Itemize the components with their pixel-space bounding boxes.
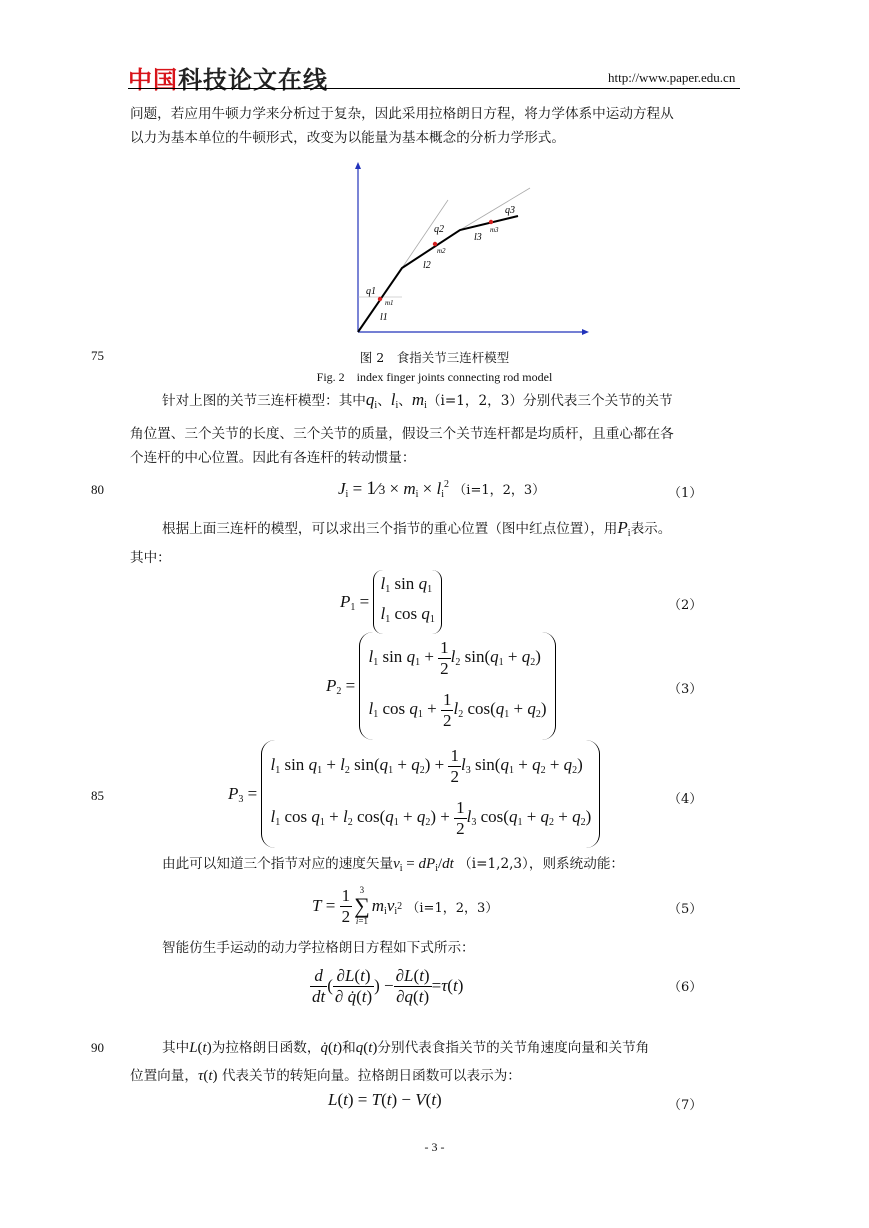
paragraph-line: 位置向量，τ(t) 代表关节的转矩向量。拉格朗日函数可以表示为：: [130, 1068, 521, 1084]
label-l1: l1: [380, 312, 388, 323]
text-segment: 位置向量，: [130, 1068, 198, 1084]
text-segment: 为拉格朗日函数，: [211, 1040, 321, 1056]
label-m3: m3: [490, 226, 499, 234]
equation-number: （7）: [668, 1098, 703, 1113]
paragraph-line: 以力为基本单位的牛顿形式，改变为以能量为基本概念的分析力学形式。: [130, 130, 565, 146]
equation-condition: （i=1，2，3）: [406, 900, 499, 916]
text-segment: 其中: [162, 1040, 190, 1056]
equation-3: $P_2$ = $l_1$ $\sin q_1$ + $\frac{1}{2}$ $l_2$ $\sin(q_1 + q_2)$ $l_1$ $\cos q_1$ + $\frac{1}{2}$ $l_2$ $\cos(q_1 + q_2)$: [326, 638, 556, 734]
mass-point-m1: [378, 297, 382, 301]
header-rule: [128, 88, 740, 89]
y-axis-arrow: [355, 162, 361, 169]
line-number: 85: [91, 788, 104, 803]
equation-number: （4）: [668, 792, 703, 807]
equation-number: （6）: [668, 980, 703, 995]
text-segment: （i=1，2，3）分别代表三个关节的关节: [426, 393, 673, 409]
label-q1: q1: [366, 286, 376, 297]
label-l2: l2: [423, 260, 431, 271]
text-segment: 分别代表食指关节的关节角速度向量和关节角: [377, 1040, 650, 1056]
equation-number: （2）: [668, 598, 703, 613]
text-segment: 代表关节的转矩向量。拉格朗日函数可以表示为：: [221, 1068, 521, 1084]
text-segment: 根据上面三连杆的模型，可以求出三个指节的重心位置（图中红点位置），用: [162, 521, 618, 537]
logo-red-text: 中国: [128, 66, 178, 94]
journal-logo: [128, 60, 328, 95]
paragraph-line: 其中L(t)为拉格朗日函数，q̇(t)和q(t)分别代表食指关节的关节角速度向量和关节角: [162, 1040, 650, 1056]
equation-6: $\frac{d}{dt}$ ( $\frac{\partial L(t)}{\partial q̇(t)}$ ) − $\frac{\partial L(t)}{\partial q(t)}$ = τ ( t ): [312, 965, 464, 1006]
line-number: 75: [91, 348, 104, 363]
label-q2: q2: [434, 224, 444, 235]
equation-number: （3）: [668, 682, 703, 697]
logo-black-text: 科技论文在线: [178, 66, 328, 94]
finger-model-figure: [340, 160, 610, 342]
paragraph-line: 角位置、三个关节的长度、三个关节的质量，假设三个关节连杆都是均质杆，且重心都在各: [130, 426, 674, 442]
paragraph-line: 针对上图的关节三连杆模型：其中$q_i$、$l_i$、$m_i(i=1$，2，3）分别代表三个关节的关节: [162, 390, 673, 411]
label-q3: q3: [505, 205, 515, 216]
paragraph-line: 智能仿生手运动的动力学拉格朗日方程如下式所示：: [162, 940, 475, 956]
text-segment: 由此可以知道三个指节对应的速度矢量: [162, 856, 394, 872]
page-number: - 3 -: [424, 1140, 445, 1154]
equation-number: （1）: [668, 486, 703, 501]
line-number: 80: [91, 482, 104, 497]
paragraph-line: 根据上面三连杆的模型，可以求出三个指节的重心位置（图中红点位置），用$P_i$表示。: [162, 518, 672, 539]
label-m1: m1: [385, 299, 394, 307]
paragraph-line: 其中：: [130, 550, 171, 566]
mass-point-m3: [489, 220, 493, 224]
x-axis-arrow: [582, 329, 589, 335]
text-segment: 表示。: [630, 521, 672, 537]
q3-reference-line: [460, 188, 530, 230]
label-l3: l3: [474, 232, 482, 243]
paragraph-line: 问题，若应用牛顿力学来分析过于复杂，因此采用拉格朗日方程，将力学体系中运动方程从: [130, 106, 674, 122]
mass-point-m2: [433, 242, 437, 246]
label-m2: m2: [437, 247, 446, 255]
equation-1: $J_i$ = 1⁄3 × $m_i \times l_i^2$ （i=1，2，3）: [338, 478, 546, 500]
text-segment: 针对上图的关节三连杆模型：其中: [162, 393, 366, 409]
equation-2: $P_1$ = $l_1$ $\sin q_1$ $l_1$ $\cos q_1$: [340, 576, 442, 628]
equation-4: $P_3$ = $l_1$ $\sin q_1 + l_2$ $\sin(q_1 + q_2)$ + $\frac{1}{2}$ $l_3$ $\sin(q_1 + q_2 + q_2)$ $l_1$ $\cos q_1 + l_2$ $\cos(q_1 + q_2)$ + $\frac{1}{2}$ $l_3$ $\cos(q_1 + q_2 + q_2)$: [228, 746, 600, 842]
figure-caption-en: Fig. 2 index finger joints connecting rod model: [316, 370, 553, 384]
line-number: 90: [91, 1040, 104, 1055]
equation-condition: （i=1，2，3）: [453, 483, 546, 498]
text-segment: 和: [342, 1040, 356, 1056]
equation-7: L(t) = T(t) − V(t): [328, 1090, 442, 1109]
paragraph-line: 个连杆的中心位置。因此有各连杆的转动惯量：: [130, 450, 416, 466]
equation-5: T = $\frac{1}{2}$ 3 ∑ i=1 $m_iv_i$ 2 （i=1，2，3）: [312, 885, 499, 926]
paragraph-line: 由此可以知道三个指节对应的速度矢量$v_i = dP_i/dt$ （i=1,2,3），则系统动能：: [162, 856, 625, 874]
header-url[interactable]: http://www.paper.edu.cn: [608, 70, 736, 85]
text-segment: （i=1,2,3），则系统动能：: [458, 856, 625, 872]
figure-caption-cn: 图 2 食指关节三连杆模型: [359, 350, 510, 365]
equation-number: （5）: [668, 902, 703, 917]
